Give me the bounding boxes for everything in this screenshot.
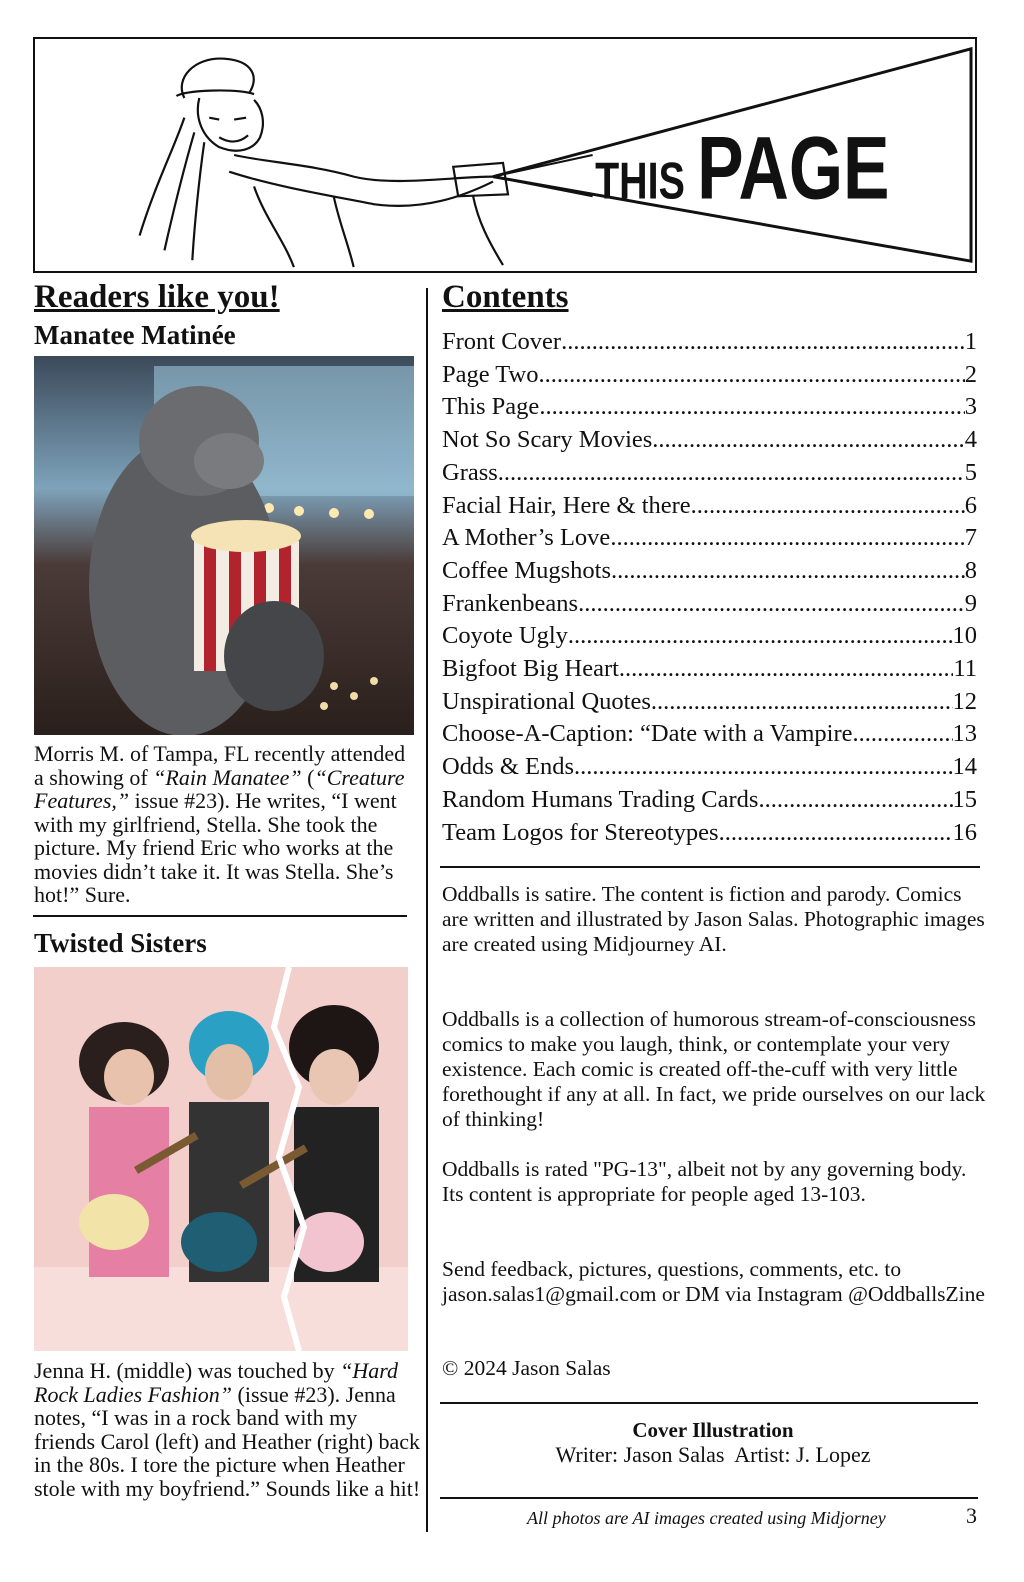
- man-holding-projector-illustration: [140, 59, 508, 268]
- toc-leader-dots: [652, 426, 964, 454]
- toc-entry-page: 12: [952, 688, 977, 715]
- toc-entry[interactable]: [442, 524, 977, 556]
- toc-entry-page: 10: [952, 622, 977, 649]
- toc-entry[interactable]: [442, 492, 977, 524]
- toc-entry-title: Grass: [442, 459, 498, 486]
- banner-illustration: [33, 37, 977, 273]
- footer-divider: [440, 1497, 978, 1499]
- toc-entry-page: 8: [964, 557, 977, 584]
- toc-entry-page: 14: [952, 753, 977, 780]
- toc-entry-title: This Page: [442, 393, 540, 420]
- toc-leader-dots: [853, 720, 953, 748]
- toc-entry-page: 9: [964, 590, 977, 617]
- toc-entry-title: Front Cover: [442, 328, 562, 355]
- toc-entry-title: Facial Hair, Here & there: [442, 492, 691, 519]
- toc-leader-dots: [568, 622, 953, 650]
- toc-leader-dots: [561, 328, 965, 356]
- about-paragraph-2: Oddballs is a collection of humorous stream-of-consciousness comics to make you laugh, think, or contemplate your very existence. Each comic is created off-the-cuff with very little forethought if any at all. In fact, we pride ourselves on our lack of thinking!: [442, 1007, 986, 1131]
- toc-entry-title: A Mother’s Love: [442, 524, 611, 551]
- toc-entry-page: 5: [964, 459, 977, 486]
- toc-leader-dots: [758, 786, 952, 814]
- toc-entry-title: Coffee Mugshots: [442, 557, 611, 584]
- toc-entry-page: 7: [964, 524, 977, 551]
- twisted-sisters-title: Twisted Sisters: [34, 928, 207, 958]
- toc-entry-title: Unspirational Quotes: [442, 688, 651, 715]
- toc-leader-dots: [578, 590, 965, 618]
- toc-leader-dots: [574, 753, 952, 781]
- toc-entry[interactable]: [442, 622, 977, 654]
- toc-entry[interactable]: [442, 393, 977, 425]
- toc-leader-dots: [610, 524, 964, 552]
- toc-leader-dots: [651, 688, 953, 716]
- toc-entry-title: Random Humans Trading Cards: [442, 786, 759, 813]
- manatee-photo: [34, 356, 414, 735]
- toc-entry-page: 11: [953, 655, 977, 682]
- this-page-sign: [595, 117, 889, 217]
- credits-divider-top: [440, 1402, 978, 1404]
- toc-entry-page: 4: [964, 426, 977, 453]
- column-divider: [426, 288, 428, 1532]
- table-of-contents: [442, 328, 977, 853]
- toc-leader-dots: [611, 557, 965, 585]
- toc-entry[interactable]: [442, 557, 977, 589]
- credits-title: Cover Illustration: [632, 1418, 794, 1442]
- toc-leader-dots: [539, 393, 964, 421]
- contents-divider: [440, 866, 980, 868]
- toc-entry[interactable]: [442, 753, 977, 785]
- toc-entry-page: 6: [964, 492, 977, 519]
- manatee-caption: Morris M. of Tampa, FL recently attended a showing of “Rain Manatee” (“Creature Features,” issue #23). He writes, “I went with my girlfriend, Stella. She took the picture. My friend Eric who works at the movies didn’t take it. It was Stella. She’s hot!” Sure.: [34, 741, 406, 907]
- toc-entry[interactable]: [442, 590, 977, 622]
- about-paragraph-4: Send feedback, pictures, questions, comments, etc. to jason.salas1@gmail.com or DM via Instagram @OddballsZine: [442, 1257, 985, 1306]
- readers-heading: Readers like you!: [34, 279, 280, 315]
- svg-text:PAGE: PAGE: [697, 117, 890, 218]
- toc-leader-dots: [498, 459, 965, 487]
- toc-entry-title: Page Two: [442, 361, 539, 388]
- page-number: 3: [966, 1503, 977, 1528]
- twisted-sisters-photo: [34, 967, 408, 1351]
- about-paragraph-1: Oddballs is satire. The content is fiction and parody. Comics are written and illustrated by Jason Salas. Photographic images are created using Midjourney AI.: [442, 882, 985, 956]
- manatee-title: Manatee Matinée: [34, 320, 236, 350]
- credits-block: [440, 1418, 986, 1468]
- about-paragraph-3: Oddballs is rated "PG-13", albeit not by any governing body. Its content is appropriate for people aged 13-103.: [442, 1157, 967, 1206]
- toc-leader-dots: [619, 655, 953, 683]
- svg-text:THIS: THIS: [595, 150, 685, 210]
- toc-entry-page: 13: [952, 720, 977, 747]
- toc-entry-title: Coyote Ugly: [442, 622, 568, 649]
- toc-entry[interactable]: [442, 655, 977, 687]
- contents-heading: Contents: [442, 279, 569, 315]
- toc-entry[interactable]: [442, 328, 977, 360]
- toc-entry-title: Team Logos for Stereotypes: [442, 819, 719, 846]
- twisted-sisters-caption: Jenna H. (middle) was touched by “Hard Rock Ladies Fashion” (issue #23). Jenna notes, “I was in a rock band with my friends Carol (left) and Heather (right) back in the 80s. I tore the picture when Heather stole with my boyfriend.” Sounds like a hit!: [34, 1358, 421, 1501]
- toc-entry[interactable]: [442, 688, 977, 720]
- toc-entry-title: Frankenbeans: [442, 590, 579, 617]
- toc-entry[interactable]: [442, 720, 977, 752]
- toc-entry[interactable]: [442, 459, 977, 491]
- toc-leader-dots: [691, 492, 965, 520]
- toc-entry[interactable]: [442, 426, 977, 458]
- toc-entry[interactable]: [442, 819, 977, 851]
- toc-entry[interactable]: [442, 786, 977, 818]
- toc-entry-title: Choose-A-Caption: “Date with a Vampire: [442, 720, 853, 747]
- copyright: © 2024 Jason Salas: [442, 1356, 611, 1380]
- footer-note: All photos are AI images created using Midjorney: [527, 1508, 886, 1528]
- toc-entry-page: 15: [952, 786, 977, 813]
- toc-entry-page: 16: [952, 819, 977, 846]
- left-divider: [33, 915, 407, 917]
- toc-entry-title: Bigfoot Big Heart: [442, 655, 619, 682]
- toc-entry-title: Not So Scary Movies: [442, 426, 653, 453]
- toc-entry-page: 2: [964, 361, 977, 388]
- toc-leader-dots: [539, 361, 965, 389]
- toc-entry-page: 3: [964, 393, 977, 420]
- toc-entry-title: Odds & Ends: [442, 753, 575, 780]
- credits-line: Writer: Jason Salas Artist: J. Lopez: [555, 1442, 871, 1467]
- toc-leader-dots: [719, 819, 953, 847]
- toc-entry[interactable]: [442, 361, 977, 393]
- toc-entry-page: 1: [964, 328, 977, 355]
